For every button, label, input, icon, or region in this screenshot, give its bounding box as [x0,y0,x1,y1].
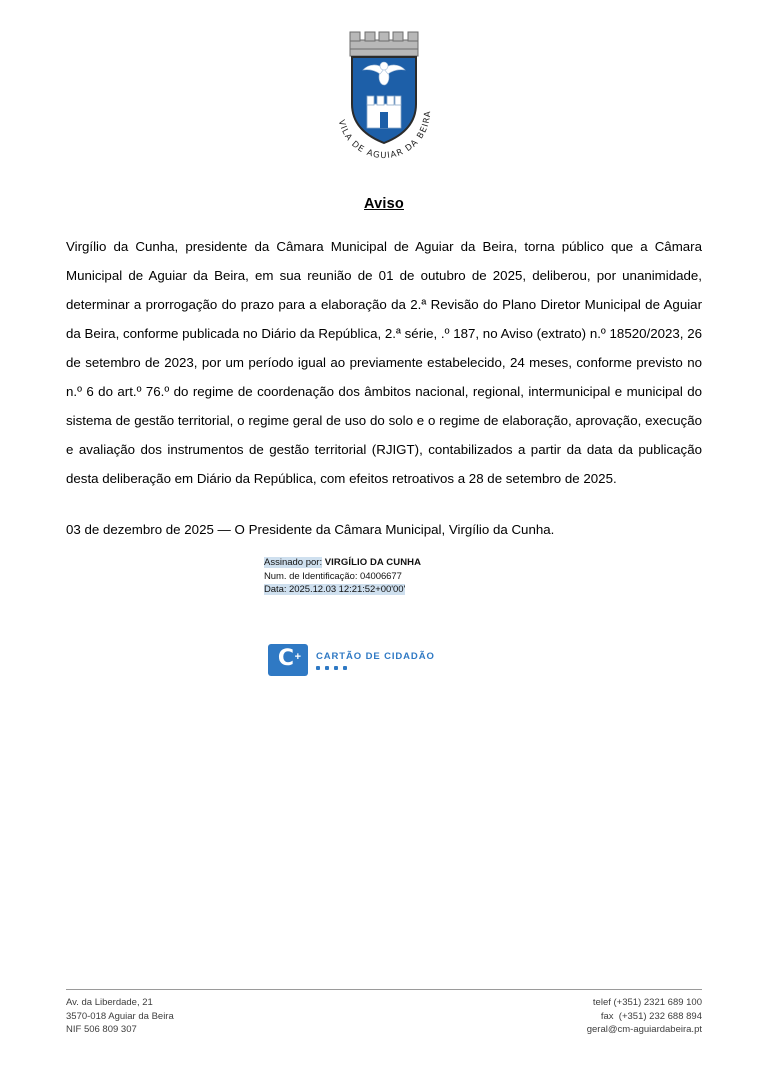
signature-name: VIRGÍLIO DA CUNHA [324,557,422,568]
coat-of-arms-container [0,26,768,166]
coat-of-arms-icon [320,26,448,166]
dot [316,666,320,670]
footer-contact-line: fax (+351) 232 688 894 [600,1010,702,1022]
dot [343,666,347,670]
signature-date: Data: 2025.12.03 12:21:52+00'00' [264,584,406,595]
signature-signer [264,556,494,570]
cc-mark-letter: C [277,646,295,671]
document-title: Aviso [364,196,404,212]
footer-contact-line: geral@cm-aguiardabeira.pt [586,1024,702,1035]
footer-address-line: NIF 506 809 307 [66,1024,137,1035]
footer-contacts [587,996,702,1037]
dot [325,666,329,670]
cartao-de-cidadao-label: CARTÃO DE CIDADÃO [316,650,435,662]
signature-label: Assinado por: [264,557,323,568]
footer-divider [66,989,702,990]
page-footer [66,996,702,1037]
cartao-de-cidadao-dots [316,666,435,670]
document-body [66,232,702,544]
cartao-de-cidadao-icon [268,644,308,676]
cartao-de-cidadao-text [316,651,435,670]
footer-address-line: Av. da Liberdade, 21 [66,997,153,1008]
signature-line: 03 de dezembro de 2025 — O Presidente da Câmara Municipal, Virgílio da Cunha. [66,522,555,537]
digital-signature-block [264,556,494,597]
cc-mark-plus: + [294,651,301,663]
svg-text:VILA DE AGUIAR DA BEIRA: VILA DE AGUIAR DA BEIRA [335,110,434,162]
footer-address-line: 3570-018 Aguiar da Beira [66,1010,174,1022]
footer-contact-line: telef (+351) 2321 689 100 [592,997,702,1008]
signature-identification: Num. de Identificação: 04006677 [264,570,402,582]
cartao-de-cidadao-logo [268,644,435,676]
body-paragraph: Virgílio da Cunha, presidente da Câmara Municipal de Aguiar da Beira, torna público que a Câmara Municipal de Aguiar da Beira, em sua reunião de 01 de outubro de 2025, deliberou, por unanimidade, determinar a prorrogação do prazo para a elaboração da 2.ª Revisão do Plano Diretor Municipal de Aguiar da Beira, conforme publicada no Diário da República, 2.ª série, .º 187, no Aviso (extrato) n.º 18520/2023, 26 de setembro de 2023, por um período igual ao previamente estabelecido, 24 meses, conforme previsto no n.º 6 do art.º 76.º do regime de coordenação dos âmbitos nacional, regional, intermunicipal e municipal do sistema de gestão territorial, o regime geral de uso do solo e o regime de elaboração, aprovação, execução e avaliação dos instrumentos de gestão territorial (RJIGT), contabilizados a partir da data da publicação desta deliberação em Diário da República, com efeitos retroativos a 28 de setembro de 2025. [66,239,702,486]
dot [334,666,338,670]
footer-address [66,996,174,1037]
